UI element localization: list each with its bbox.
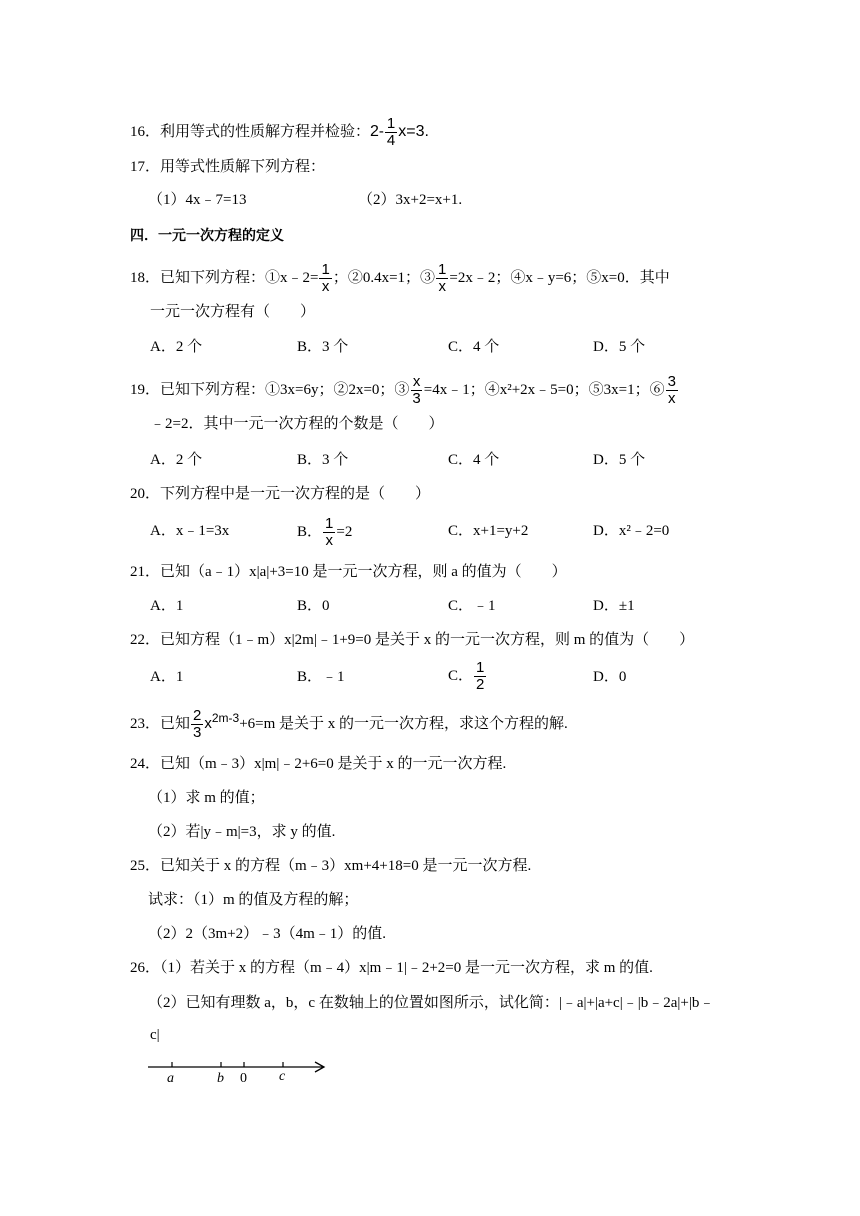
q26-part2: （2）已知有理数 a，b，c 在数轴上的位置如图所示，试化简：|﹣a|+|a+c|﹣|b﹣2a|+|b﹣	[148, 995, 715, 1011]
q21-option-b[interactable]: B．0	[297, 598, 330, 614]
q25-part1: 试求：（1）m 的值及方程的解；	[148, 892, 359, 908]
q22-option-c[interactable]	[448, 660, 487, 693]
q19-line2: ﹣2=2．其中一元一次方程的个数是（ ）	[150, 416, 444, 432]
q23-variable: x	[204, 715, 212, 732]
q16-post: x=3.	[398, 122, 429, 140]
question-16	[130, 116, 429, 149]
q19-num2: 3	[667, 373, 676, 390]
q20-optb-num: 1	[325, 515, 334, 532]
number-line-figure	[145, 1055, 330, 1087]
q18-text-b: ；②0.4x=1；③	[332, 269, 436, 286]
question-24: 24．已知（m﹣3）x|m|﹣2+6=0 是关于 x 的一元一次方程.	[130, 756, 507, 772]
q23-fraction	[191, 708, 203, 741]
q20-option-d[interactable]: D．x²﹣2=0	[593, 523, 670, 539]
q22-optc-den: 2	[476, 676, 485, 693]
q23-exponent: 2m-3	[211, 711, 240, 725]
label-0: 0	[240, 1071, 247, 1086]
question-19	[130, 374, 679, 407]
q20-optb-post: =2	[336, 523, 353, 540]
q23-post: +6=m 是关于 x 的一元一次方程，求这个方程的解.	[239, 716, 568, 732]
question-17: 17．用等式性质解下列方程：	[130, 159, 326, 175]
q22-option-d[interactable]: D．0	[593, 669, 627, 685]
q19-num1: x	[412, 373, 421, 390]
q25-part2: （2）2（3m+2）﹣3（4m﹣1）的值.	[148, 926, 387, 942]
q19-text-b: =4x﹣1；④x²+2x﹣5=0；⑤3x=1；⑥	[423, 381, 665, 398]
q19-option-b[interactable]: B．3 个	[297, 452, 349, 468]
q20-optb-den: x	[325, 532, 333, 549]
q16-text: 16．利用等式的性质解方程并检验：	[130, 123, 371, 140]
q19-text-a: 19．已知下列方程：①3x=6y；②2x=0；③	[130, 381, 410, 398]
q18-text-a: 18．已知下列方程：①x﹣2=	[130, 269, 319, 286]
question-26: 26．（1）若关于 x 的方程（m﹣4）x|m﹣1|﹣2+2=0 是一元一次方程，求 m 的值.	[130, 960, 653, 976]
q17-part1: （1）4x﹣7=13	[148, 192, 247, 208]
q19-fraction-1	[410, 374, 422, 407]
q19-den1: 3	[412, 390, 421, 407]
q22-optc-num: 1	[476, 659, 485, 676]
q18-option-d[interactable]: D．5 个	[593, 339, 646, 355]
q19-fraction-2	[666, 374, 678, 407]
q20-optb-prefix: B．	[297, 523, 323, 540]
q20-option-b[interactable]	[297, 516, 352, 549]
question-22: 22．已知方程（1﹣m）x|2m|﹣1+9=0 是关于 x 的一元一次方程，则 m 的值为（ ）	[130, 632, 695, 648]
q18-option-c[interactable]: C．4 个	[448, 339, 500, 355]
q16-op: -	[378, 122, 384, 140]
question-18	[130, 262, 670, 295]
q19-option-c[interactable]: C．4 个	[448, 452, 500, 468]
question-23	[130, 708, 568, 741]
q18-fraction-1	[319, 262, 331, 295]
q16-denominator: 4	[386, 132, 396, 149]
q16-numerator: 1	[386, 115, 396, 132]
question-25: 25．已知关于 x 的方程（m﹣3）xm+4+18=0 是一元一次方程.	[130, 858, 532, 874]
q19-den2: x	[668, 390, 676, 407]
q18-num2: 1	[438, 261, 447, 278]
q16-fraction	[385, 116, 397, 149]
q18-option-b[interactable]: B．3 个	[297, 339, 349, 355]
q21-option-d[interactable]: D．±1	[593, 598, 635, 614]
q19-option-d[interactable]: D．5 个	[593, 452, 646, 468]
q20-optb-fraction	[323, 516, 335, 549]
q18-den1: x	[321, 278, 330, 295]
q20-option-a[interactable]: A．x﹣1=3x	[150, 523, 230, 539]
q18-text-c: =2x﹣2；④x﹣y=6；⑤x=0．其中	[449, 269, 670, 286]
section-heading: 四．一元一次方程的定义	[130, 228, 284, 244]
q22-optc-prefix: C．	[448, 667, 474, 684]
label-a: a	[167, 1071, 174, 1086]
q18-fraction-2	[436, 262, 448, 295]
question-20: 20．下列方程中是一元一次方程的是（ ）	[130, 486, 431, 502]
q16-a: 2	[370, 122, 379, 140]
label-b: b	[217, 1071, 224, 1086]
q23-num: 2	[193, 707, 202, 725]
q19-option-a[interactable]: A．2 个	[150, 452, 203, 468]
label-c: c	[279, 1069, 286, 1084]
q21-option-c[interactable]: C．﹣1	[448, 598, 496, 614]
q24-part1: （1）求 m 的值；	[148, 790, 265, 806]
q22-option-b[interactable]: B．﹣1	[297, 669, 345, 685]
q21-option-a[interactable]: A．1	[150, 598, 184, 614]
q23-den: 3	[193, 724, 202, 742]
q22-option-a[interactable]: A．1	[150, 669, 184, 685]
q26-part2-cont: c|	[150, 1027, 160, 1043]
q18-num1: 1	[321, 261, 330, 278]
q18-option-a[interactable]: A．2 个	[150, 339, 203, 355]
question-21: 21．已知（a﹣1）x|a|+3=10 是一元一次方程，则 a 的值为（ ）	[130, 564, 567, 580]
q18-line2: 一元一次方程有（ ）	[150, 304, 316, 320]
q22-optc-fraction	[474, 660, 486, 693]
q18-den2: x	[438, 278, 446, 295]
q24-part2: （2）若|y﹣m|=3，求 y 的值.	[148, 824, 336, 840]
q17-part2: （2）3x+2=x+1.	[358, 192, 463, 208]
q20-option-c[interactable]: C．x+1=y+2	[448, 523, 529, 539]
q23-prefix: 23．已知	[130, 716, 191, 732]
